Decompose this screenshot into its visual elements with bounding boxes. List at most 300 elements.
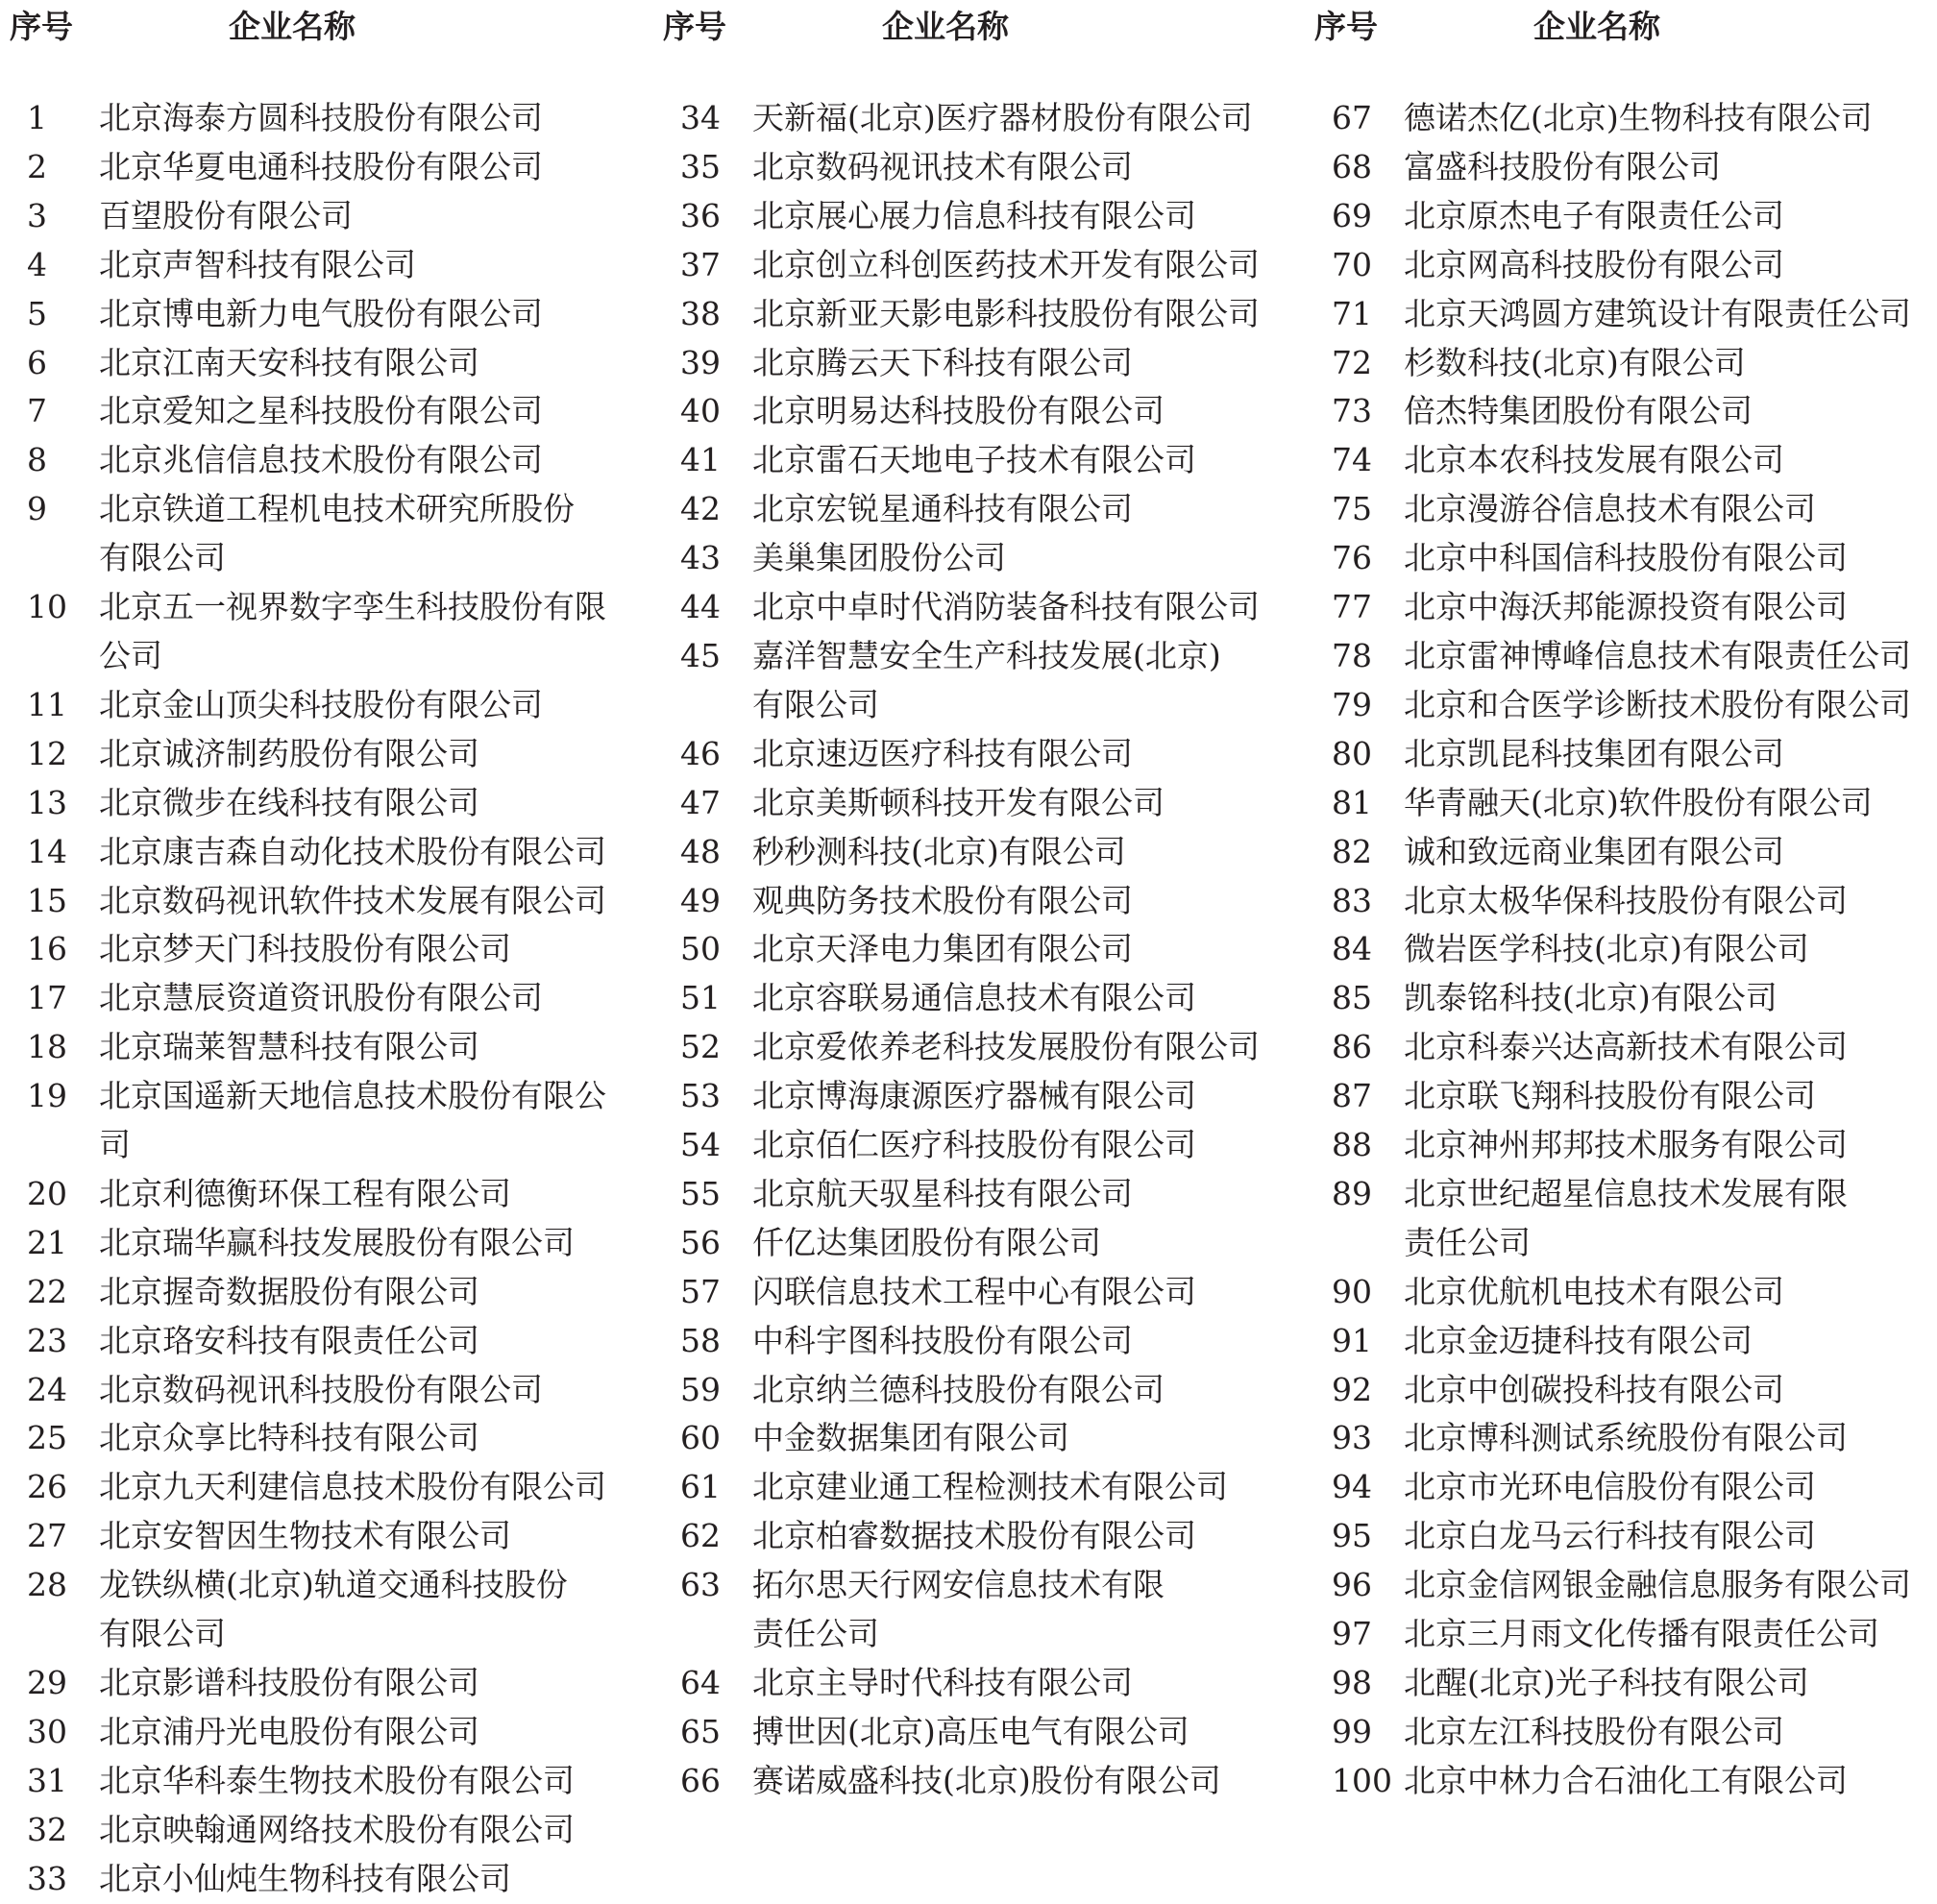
- company-name: 北京众享比特科技有限公司: [99, 1419, 479, 1457]
- list-item: [10, 1512, 644, 1561]
- list-item: [1314, 436, 1937, 485]
- company-name: 北京爱知之星科技股份有限公司: [99, 392, 543, 430]
- list-item: [1314, 1121, 1937, 1170]
- company-name: 北京中海沃邦能源投资有限公司: [1404, 588, 1848, 626]
- column-header: [663, 0, 1297, 54]
- serial-number: 7: [27, 392, 47, 430]
- list-item: [10, 828, 644, 877]
- serial-number: 89: [1332, 1174, 1372, 1212]
- list-item: [663, 1463, 1297, 1512]
- company-name: 北京凯昆科技集团有限公司: [1404, 734, 1784, 772]
- company-name: 北京中卓时代消防装备科技有限公司: [752, 588, 1260, 626]
- list-item: [663, 1659, 1297, 1708]
- list-item: [663, 1219, 1297, 1268]
- company-name: 北京瑞华赢科技发展股份有限公司: [99, 1223, 575, 1261]
- list-item: [10, 1659, 644, 1708]
- serial-number: 40: [680, 392, 721, 430]
- serial-number: 88: [1332, 1126, 1372, 1164]
- company-name: 北京梦天门科技股份有限公司: [99, 930, 511, 968]
- serial-number: 52: [680, 1028, 721, 1066]
- list-item: [10, 925, 644, 974]
- serial-number: 70: [1332, 245, 1372, 283]
- company-name: 北京世纪超星信息技术发展有限: [1404, 1174, 1848, 1212]
- list-item: [1314, 1268, 1937, 1317]
- company-name: 北京握奇数据股份有限公司: [99, 1272, 479, 1310]
- company-name: 闪联信息技术工程中心有限公司: [752, 1272, 1196, 1310]
- company-name: 北京市光环电信股份有限公司: [1404, 1468, 1816, 1506]
- list-item: [1314, 974, 1937, 1023]
- list-item: [10, 192, 644, 241]
- company-name: 倍杰特集团股份有限公司: [1404, 392, 1753, 430]
- list-item: [663, 1512, 1297, 1561]
- header-company-name: 企业名称: [229, 8, 356, 45]
- serial-number: 6: [27, 343, 47, 381]
- serial-number: 86: [1332, 1028, 1372, 1066]
- serial-number: 30: [27, 1712, 67, 1750]
- serial-number: 32: [27, 1810, 67, 1848]
- company-name: 中金数据集团有限公司: [752, 1419, 1069, 1457]
- serial-number: 66: [680, 1761, 721, 1799]
- company-name: 北京慧辰资道资讯股份有限公司: [99, 979, 543, 1017]
- serial-number: 67: [1332, 99, 1372, 136]
- serial-number: 94: [1332, 1468, 1372, 1506]
- company-name: 北京华科泰生物技术股份有限公司: [99, 1761, 575, 1799]
- company-name: 凯泰铭科技(北京)有限公司: [1404, 979, 1778, 1017]
- company-name: 杉数科技(北京)有限公司: [1404, 343, 1746, 381]
- company-name: 北京柏睿数据技术股份有限公司: [752, 1517, 1196, 1555]
- list-item: [663, 1072, 1297, 1121]
- company-name: 北京新亚天影电影科技股份有限公司: [752, 294, 1260, 332]
- serial-number: 51: [680, 979, 721, 1017]
- list-item: [1314, 290, 1937, 339]
- company-name: 北京航天驭星科技有限公司: [752, 1174, 1133, 1212]
- list-item: [663, 877, 1297, 926]
- header-serial-number: 序号: [663, 8, 726, 45]
- company-name: 北京神州邦邦技术服务有限公司: [1404, 1126, 1848, 1164]
- list-item: [663, 436, 1297, 485]
- company-name: 北京速迈医疗科技有限公司: [752, 734, 1133, 772]
- serial-number: 27: [27, 1517, 67, 1555]
- company-name: 北京利德衡环保工程有限公司: [99, 1174, 511, 1212]
- serial-number: 16: [27, 930, 67, 968]
- company-name: 北京江南天安科技有限公司: [99, 343, 479, 381]
- company-name: 北京声智科技有限公司: [99, 245, 416, 283]
- company-name: 北京明易达科技股份有限公司: [752, 392, 1165, 430]
- company-name: 北京白龙马云行科技有限公司: [1404, 1517, 1816, 1555]
- company-name: 北京三月雨文化传播有限责任公司: [1404, 1615, 1879, 1653]
- company-name: 北京建业通工程检测技术有限公司: [752, 1468, 1228, 1506]
- serial-number: 78: [1332, 636, 1372, 674]
- company-name: 北京天泽电力集团有限公司: [752, 930, 1133, 968]
- list-item: [10, 94, 644, 143]
- list-item: [1314, 730, 1937, 779]
- company-name: 拓尔思天行网安信息技术有限: [752, 1566, 1165, 1604]
- list-item: [10, 387, 644, 436]
- company-name-continued: 有限公司: [99, 1615, 226, 1653]
- company-name: 龙铁纵横(北京)轨道交通科技股份: [99, 1566, 568, 1604]
- company-name: 北京中林力合石油化工有限公司: [1404, 1761, 1848, 1799]
- serial-number: 65: [680, 1712, 721, 1750]
- serial-number: 71: [1332, 294, 1372, 332]
- list-item: [663, 339, 1297, 388]
- list-item: [663, 485, 1297, 534]
- serial-number: 11: [27, 685, 67, 723]
- list-item: [10, 1414, 644, 1463]
- list-item: [663, 632, 1297, 730]
- header-company-name: 企业名称: [882, 8, 1009, 45]
- list-item: [663, 94, 1297, 143]
- company-name: 北京珞安科技有限责任公司: [99, 1321, 479, 1359]
- list-item: [10, 1170, 644, 1219]
- serial-number: 47: [680, 783, 721, 821]
- company-name: 北京联飞翔科技股份有限公司: [1404, 1077, 1816, 1115]
- company-name: 北京博科测试系统股份有限公司: [1404, 1419, 1848, 1457]
- list-item: [1314, 143, 1937, 192]
- serial-number: 54: [680, 1126, 721, 1164]
- serial-number: 5: [27, 294, 47, 332]
- serial-number: 13: [27, 783, 67, 821]
- company-name: 北京左江科技股份有限公司: [1404, 1712, 1784, 1750]
- serial-number: 99: [1332, 1712, 1372, 1750]
- list-item: [1314, 779, 1937, 828]
- serial-number: 39: [680, 343, 721, 381]
- company-name: 北京博海康源医疗器械有限公司: [752, 1077, 1196, 1115]
- company-name: 北京金信网银金融信息服务有限公司: [1404, 1566, 1911, 1604]
- company-name: 北京漫游谷信息技术有限公司: [1404, 490, 1816, 528]
- serial-number: 87: [1332, 1077, 1372, 1115]
- serial-number: 76: [1332, 539, 1372, 577]
- list-item: [10, 1855, 644, 1904]
- serial-number: 31: [27, 1761, 67, 1799]
- serial-number: 57: [680, 1272, 721, 1310]
- serial-number: 3: [27, 196, 47, 234]
- serial-number: 34: [680, 99, 721, 136]
- list-item: [10, 1317, 644, 1366]
- company-name: 中科宇图科技股份有限公司: [752, 1321, 1133, 1359]
- company-name: 北京博电新力电气股份有限公司: [99, 294, 543, 332]
- company-name-continued: 责任公司: [752, 1615, 879, 1653]
- company-name: 北京映翰通网络技术股份有限公司: [99, 1810, 575, 1848]
- company-name: 搏世因(北京)高压电气有限公司: [752, 1712, 1189, 1750]
- company-name: 北京小仙炖生物科技有限公司: [99, 1859, 511, 1897]
- list-item: [10, 1463, 644, 1512]
- serial-number: 4: [27, 245, 47, 283]
- serial-number: 42: [680, 490, 721, 528]
- company-name: 北京佰仁医疗科技股份有限公司: [752, 1126, 1196, 1164]
- list-item: [663, 1366, 1297, 1415]
- list-item: [1314, 877, 1937, 926]
- company-name: 北京九天利建信息技术股份有限公司: [99, 1468, 606, 1506]
- company-name: 北京主导时代科技有限公司: [752, 1664, 1133, 1701]
- company-name: 北京科泰兴达高新技术有限公司: [1404, 1028, 1848, 1066]
- company-name: 北京浦丹光电股份有限公司: [99, 1712, 479, 1750]
- serial-number: 35: [680, 147, 721, 185]
- company-name: 北京金山顶尖科技股份有限公司: [99, 685, 543, 723]
- list-column-2: [663, 0, 1297, 1801]
- list-item: [1314, 485, 1937, 534]
- serial-number: 41: [680, 441, 721, 479]
- list-item: [1314, 1072, 1937, 1121]
- column-header: [1314, 0, 1937, 54]
- serial-number: 9: [27, 490, 47, 528]
- serial-number: 77: [1332, 588, 1372, 626]
- list-item: [1314, 1561, 1937, 1610]
- serial-number: 95: [1332, 1517, 1372, 1555]
- list-item: [1314, 1170, 1937, 1268]
- company-name-continued: 有限公司: [752, 685, 879, 723]
- list-item: [663, 583, 1297, 632]
- serial-number: 19: [27, 1077, 67, 1115]
- rows: [663, 94, 1297, 1806]
- serial-number: 45: [680, 636, 721, 674]
- serial-number: 55: [680, 1174, 721, 1212]
- list-item: [10, 583, 644, 681]
- company-name: 北京安智因生物技术有限公司: [99, 1517, 511, 1555]
- company-name: 北京瑞莱智慧科技有限公司: [99, 1028, 479, 1066]
- company-name: 北京铁道工程机电技术研究所股份: [99, 490, 575, 528]
- list-item: [1314, 1610, 1937, 1659]
- company-name: 北京爱侬养老科技发展股份有限公司: [752, 1028, 1260, 1066]
- company-name: 美巢集团股份公司: [752, 539, 1006, 577]
- serial-number: 8: [27, 441, 47, 479]
- list-item: [10, 1757, 644, 1806]
- company-name: 北京优航机电技术有限公司: [1404, 1272, 1784, 1310]
- list-item: [10, 779, 644, 828]
- serial-number: 22: [27, 1272, 67, 1310]
- serial-number: 1: [27, 99, 47, 136]
- list-item: [1314, 339, 1937, 388]
- company-name: 北京雷石天地电子技术有限公司: [752, 441, 1196, 479]
- company-name: 北京数码视讯科技股份有限公司: [99, 1370, 543, 1408]
- list-item: [10, 1023, 644, 1072]
- company-name: 天新福(北京)医疗器材股份有限公司: [752, 99, 1253, 136]
- list-item: [663, 779, 1297, 828]
- serial-number: 12: [27, 734, 67, 772]
- list-item: [1314, 925, 1937, 974]
- company-name: 北京影谱科技股份有限公司: [99, 1664, 479, 1701]
- list-item: [1314, 1317, 1937, 1366]
- serial-number: 49: [680, 881, 721, 919]
- company-name: 北京微步在线科技有限公司: [99, 783, 479, 821]
- list-item: [10, 1268, 644, 1317]
- list-item: [1314, 1463, 1937, 1512]
- company-name: 北京华夏电通科技股份有限公司: [99, 147, 543, 185]
- serial-number: 84: [1332, 930, 1372, 968]
- list-item: [663, 1414, 1297, 1463]
- serial-number: 93: [1332, 1419, 1372, 1457]
- serial-number: 63: [680, 1566, 721, 1604]
- serial-number: 85: [1332, 979, 1372, 1017]
- list-item: [663, 1023, 1297, 1072]
- company-name: 北京国遥新天地信息技术股份有限公司: [99, 1077, 606, 1164]
- company-name: 北京雷神博峰信息技术有限责任公司: [1404, 636, 1911, 674]
- serial-number: 14: [27, 832, 67, 870]
- list-item: [663, 1317, 1297, 1366]
- list-column-1: [10, 0, 644, 1897]
- list-item: [1314, 1708, 1937, 1757]
- serial-number: 82: [1332, 832, 1372, 870]
- list-item: [10, 1219, 644, 1268]
- serial-number: 10: [27, 588, 67, 626]
- list-item: [663, 1561, 1297, 1659]
- serial-number: 46: [680, 734, 721, 772]
- company-name: 德诺杰亿(北京)生物科技有限公司: [1404, 99, 1873, 136]
- company-name: 嘉洋智慧安全生产科技发展(北京): [752, 636, 1221, 674]
- list-item: [663, 534, 1297, 583]
- company-name: 北京容联易通信息技术有限公司: [752, 979, 1196, 1017]
- company-name: 北京天鸿圆方建筑设计有限责任公司: [1404, 294, 1911, 332]
- list-column-3: [1314, 0, 1937, 1801]
- list-item: [663, 1708, 1297, 1757]
- company-name: 百望股份有限公司: [99, 196, 353, 234]
- list-item: [10, 730, 644, 779]
- list-item: [1314, 241, 1937, 290]
- list-item: [663, 828, 1297, 877]
- company-name: 微岩医学科技(北京)有限公司: [1404, 930, 1809, 968]
- serial-number: 81: [1332, 783, 1372, 821]
- serial-number: 100: [1332, 1761, 1392, 1799]
- serial-number: 20: [27, 1174, 67, 1212]
- company-name: 北京兆信信息技术股份有限公司: [99, 441, 543, 479]
- company-name: 北京太极华保科技股份有限公司: [1404, 881, 1848, 919]
- list-item: [663, 1170, 1297, 1219]
- rows: [1314, 94, 1937, 1806]
- company-name: 观典防务技术股份有限公司: [752, 881, 1133, 919]
- list-item: [10, 681, 644, 730]
- serial-number: 58: [680, 1321, 721, 1359]
- serial-number: 24: [27, 1370, 67, 1408]
- company-name: 北京网高科技股份有限公司: [1404, 245, 1784, 283]
- company-name: 仟亿达集团股份有限公司: [752, 1223, 1101, 1261]
- company-name-continued: 有限公司: [99, 539, 226, 577]
- serial-number: 74: [1332, 441, 1372, 479]
- list-item: [663, 192, 1297, 241]
- list-item: [10, 1561, 644, 1659]
- list-item: [663, 387, 1297, 436]
- serial-number: 38: [680, 294, 721, 332]
- company-name: 北京纳兰德科技股份有限公司: [752, 1370, 1165, 1408]
- list-item: [1314, 1023, 1937, 1072]
- list-item: [663, 1757, 1297, 1806]
- list-item: [1314, 534, 1937, 583]
- list-item: [10, 241, 644, 290]
- serial-number: 64: [680, 1664, 721, 1701]
- header-serial-number: 序号: [10, 8, 73, 45]
- list-item: [10, 1806, 644, 1855]
- list-item: [10, 974, 644, 1023]
- company-name: 北京创立科创医药技术开发有限公司: [752, 245, 1260, 283]
- serial-number: 80: [1332, 734, 1372, 772]
- serial-number: 98: [1332, 1664, 1372, 1701]
- company-name: 北京海泰方圆科技股份有限公司: [99, 99, 543, 136]
- list-item: [1314, 94, 1937, 143]
- serial-number: 36: [680, 196, 721, 234]
- list-item: [10, 1366, 644, 1415]
- list-item: [10, 1072, 644, 1170]
- company-name: 北京中科国信科技股份有限公司: [1404, 539, 1848, 577]
- serial-number: 29: [27, 1664, 67, 1701]
- company-name: 华青融天(北京)软件股份有限公司: [1404, 783, 1873, 821]
- serial-number: 97: [1332, 1615, 1372, 1653]
- list-item: [1314, 1414, 1937, 1463]
- list-item: [1314, 387, 1937, 436]
- serial-number: 73: [1332, 392, 1372, 430]
- company-name: 北京诚济制药股份有限公司: [99, 734, 479, 772]
- serial-number: 25: [27, 1419, 67, 1457]
- list-item: [10, 339, 644, 388]
- list-item: [10, 290, 644, 339]
- list-item: [1314, 1512, 1937, 1561]
- company-name: 北京数码视讯软件技术发展有限公司: [99, 881, 606, 919]
- serial-number: 37: [680, 245, 721, 283]
- serial-number: 18: [27, 1028, 67, 1066]
- serial-number: 92: [1332, 1370, 1372, 1408]
- company-name: 北京康吉森自动化技术股份有限公司: [99, 832, 606, 870]
- serial-number: 44: [680, 588, 721, 626]
- serial-number: 50: [680, 930, 721, 968]
- company-name: 北京腾云天下科技有限公司: [752, 343, 1133, 381]
- serial-number: 43: [680, 539, 721, 577]
- serial-number: 60: [680, 1419, 721, 1457]
- serial-number: 61: [680, 1468, 721, 1506]
- serial-number: 2: [27, 147, 47, 185]
- list-item: [1314, 192, 1937, 241]
- list-item: [663, 1268, 1297, 1317]
- header-serial-number: 序号: [1314, 8, 1378, 45]
- rows: [10, 94, 644, 1904]
- serial-number: 75: [1332, 490, 1372, 528]
- serial-number: 48: [680, 832, 721, 870]
- company-name: 北京原杰电子有限责任公司: [1404, 196, 1784, 234]
- serial-number: 15: [27, 881, 67, 919]
- company-name: 北京本农科技发展有限公司: [1404, 441, 1784, 479]
- company-name: 北京五一视界数字孪生科技股份有限公司: [99, 588, 606, 674]
- serial-number: 69: [1332, 196, 1372, 234]
- serial-number: 23: [27, 1321, 67, 1359]
- list-item: [1314, 1757, 1937, 1806]
- list-item: [10, 1708, 644, 1757]
- company-name: 北京宏锐星通科技有限公司: [752, 490, 1133, 528]
- serial-number: 26: [27, 1468, 67, 1506]
- list-item: [1314, 828, 1937, 877]
- company-name: 赛诺威盛科技(北京)股份有限公司: [752, 1761, 1221, 1799]
- company-name: 北京和合医学诊断技术股份有限公司: [1404, 685, 1911, 723]
- list-item: [663, 143, 1297, 192]
- list-item: [663, 974, 1297, 1023]
- company-name: 北京展心展力信息科技有限公司: [752, 196, 1196, 234]
- serial-number: 53: [680, 1077, 721, 1115]
- serial-number: 79: [1332, 685, 1372, 723]
- list-item: [1314, 632, 1937, 681]
- serial-number: 90: [1332, 1272, 1372, 1310]
- serial-number: 33: [27, 1859, 67, 1897]
- list-item: [10, 485, 644, 583]
- company-name-continued: 责任公司: [1404, 1223, 1531, 1261]
- serial-number: 62: [680, 1517, 721, 1555]
- header-company-name: 企业名称: [1533, 8, 1660, 45]
- list-item: [10, 877, 644, 926]
- serial-number: 68: [1332, 147, 1372, 185]
- list-item: [1314, 1366, 1937, 1415]
- company-name: 诚和致远商业集团有限公司: [1404, 832, 1784, 870]
- company-name: 北京数码视讯技术有限公司: [752, 147, 1133, 185]
- list-item: [663, 730, 1297, 779]
- company-name: 北醒(北京)光子科技有限公司: [1404, 1664, 1809, 1701]
- column-header: [10, 0, 644, 54]
- list-item: [1314, 583, 1937, 632]
- serial-number: 21: [27, 1223, 67, 1261]
- company-name: 北京美斯顿科技开发有限公司: [752, 783, 1165, 821]
